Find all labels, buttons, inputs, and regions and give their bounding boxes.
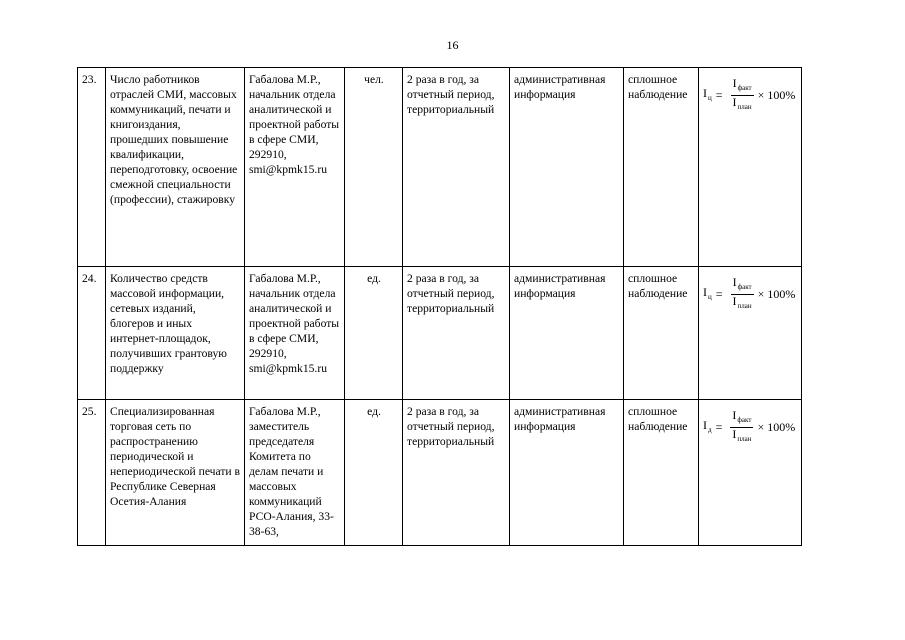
formula-numerator: I bbox=[732, 408, 737, 422]
observation-method: сплошное наблюдение bbox=[624, 400, 699, 546]
responsible-person: Габалова М.Р., заместитель председателя Комитета по делам печати и массовых коммуникаций РСО-Алания, 33-38-63, bbox=[245, 400, 345, 546]
reporting-period: 2 раза в год, за отчетный период, территориальный bbox=[403, 267, 510, 400]
indicators-table bbox=[77, 67, 802, 546]
row-number: 25. bbox=[78, 400, 106, 546]
formula-numerator-sub: факт bbox=[737, 84, 752, 92]
calculation-formula bbox=[699, 68, 802, 267]
reporting-period: 2 раза в год, за отчетный период, территориальный bbox=[403, 68, 510, 267]
responsible-person: Габалова М.Р., начальник отдела аналитической и проектной работы в сфере СМИ, 292910, smi@kpmk15.ru bbox=[245, 68, 345, 267]
page-number: 16 bbox=[446, 38, 459, 52]
row-number: 24. bbox=[78, 267, 106, 400]
formula-multiplier: × 100% bbox=[757, 420, 796, 434]
table-row bbox=[78, 267, 802, 400]
reporting-period: 2 раза в год, за отчетный период, территориальный bbox=[403, 400, 510, 546]
formula-lhs: I bbox=[703, 85, 707, 100]
formula-lhs: I bbox=[703, 284, 707, 299]
formula-denominator-sub: план bbox=[737, 103, 752, 111]
formula-denominator-sub: план bbox=[737, 302, 752, 310]
formula-lhs-sub: ц bbox=[708, 93, 712, 102]
formula-lhs-sub: ц bbox=[708, 292, 712, 301]
indicator-name: Количество средств массовой информации, сетевых изданий, блогеров и иных интернет-площадок, получивших грантовую поддержку bbox=[106, 267, 245, 400]
row-number: 23. bbox=[78, 68, 106, 267]
table-row bbox=[78, 68, 802, 267]
formula-equals: = bbox=[715, 287, 723, 301]
formula-lhs: I bbox=[703, 417, 707, 432]
observation-method: сплошное наблюдение bbox=[624, 68, 699, 267]
data-source: административная информация bbox=[510, 267, 624, 400]
formula bbox=[703, 276, 798, 313]
formula-numerator: I bbox=[732, 275, 737, 289]
data-source: административная информация bbox=[510, 400, 624, 546]
formula-denominator: I bbox=[732, 95, 737, 109]
formula-denominator: I bbox=[732, 427, 737, 441]
formula-multiplier: × 100% bbox=[757, 88, 796, 102]
formula-lhs-sub: д bbox=[708, 425, 712, 434]
formula-numerator-sub: факт bbox=[737, 416, 752, 424]
formula-multiplier: × 100% bbox=[757, 287, 796, 301]
formula bbox=[703, 409, 798, 446]
data-source: административная информация bbox=[510, 68, 624, 267]
calculation-formula bbox=[699, 400, 802, 546]
formula-denominator: I bbox=[732, 294, 737, 308]
unit-of-measure: чел. bbox=[345, 68, 403, 267]
formula-equals: = bbox=[715, 88, 723, 102]
formula-denominator-sub: план bbox=[737, 435, 752, 443]
observation-method: сплошное наблюдение bbox=[624, 267, 699, 400]
formula-fraction bbox=[730, 409, 753, 446]
formula bbox=[703, 77, 798, 114]
responsible-person: Габалова М.Р., начальник отдела аналитической и проектной работы в сфере СМИ, 292910, smi@kpmk15.ru bbox=[245, 267, 345, 400]
formula-equals: = bbox=[715, 420, 723, 434]
formula-fraction bbox=[731, 276, 754, 313]
unit-of-measure: ед. bbox=[345, 267, 403, 400]
calculation-formula bbox=[699, 267, 802, 400]
table-row bbox=[78, 400, 802, 546]
unit-of-measure: ед. bbox=[345, 400, 403, 546]
indicator-name: Число работников отраслей СМИ, массовых коммуникаций, печати и книгоиздания, прошедших повышение квалификации, переподготовку, освоение смежной специальности (профессии), стажировку bbox=[106, 68, 245, 267]
indicator-name: Специализированная торговая сеть по распространению периодической и непериодической печати в Республике Северная Осетия-Алания bbox=[106, 400, 245, 546]
formula-numerator: I bbox=[732, 76, 737, 90]
formula-fraction bbox=[731, 77, 754, 114]
formula-numerator-sub: факт bbox=[737, 283, 752, 291]
